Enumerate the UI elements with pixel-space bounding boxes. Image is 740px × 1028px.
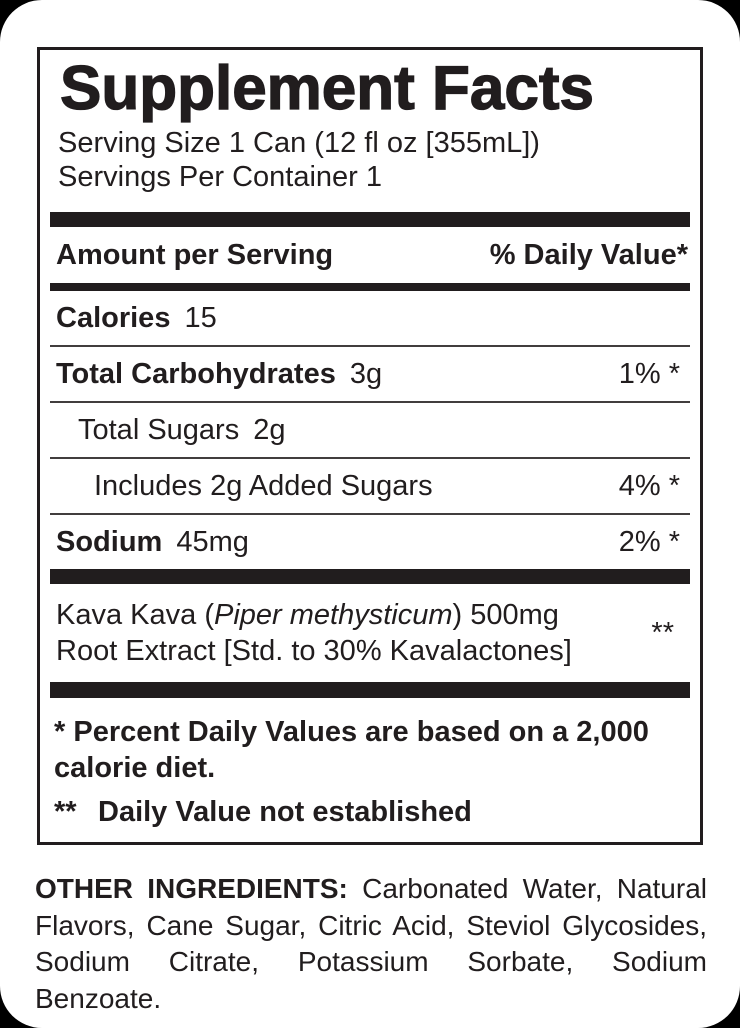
botanical-name-suffix: ) 500mg — [452, 599, 559, 631]
footnote-marker: * — [54, 716, 66, 748]
panel-title: Supplement Facts — [60, 54, 594, 123]
nutrient-amount: 3g — [349, 358, 383, 390]
nutrient-name: Total Sugars — [78, 414, 240, 446]
botanical-name — [56, 597, 572, 669]
nutrient-daily-value: 1% * — [618, 358, 680, 390]
nutrient-daily-value: 4% * — [618, 470, 680, 502]
other-ingredients-label: OTHER INGREDIENTS: — [35, 873, 348, 904]
nutrient-row-total-carbohydrates — [50, 347, 690, 401]
footnote-not-established — [54, 794, 690, 830]
footnote-daily-values — [54, 714, 674, 786]
nutrient-daily-value: 2% * — [618, 526, 680, 558]
other-ingredients-paragraph — [35, 871, 707, 1017]
serving-info — [58, 126, 690, 194]
footnote-marker: ** — [54, 796, 77, 828]
nutrient-row-calories — [50, 291, 690, 345]
botanical-line-2: Root Extract [Std. to 30% Kavalactones] — [56, 635, 572, 667]
amount-per-serving-header: Amount per Serving — [56, 238, 334, 271]
botanical-row-kava — [50, 584, 690, 682]
section-bar — [50, 569, 690, 584]
nutrient-row-total-sugars — [50, 403, 690, 457]
botanical-daily-value: ** — [651, 616, 674, 649]
nutrient-name: Includes 2g Added Sugars — [94, 470, 433, 502]
column-header-row — [50, 227, 690, 283]
nutrient-name: Calories — [56, 302, 171, 334]
footnote-text: Percent Daily Values are based on a 2,000 calorie diet. — [54, 716, 649, 784]
nutrient-row-sodium — [50, 515, 690, 569]
botanical-name-prefix: Kava Kava ( — [56, 599, 214, 631]
section-bar — [50, 212, 690, 227]
botanical-latin-name: Piper methysticum — [213, 599, 453, 631]
other-ingredients-list: Carbonated Water, Natural Flavors, Cane Sugar, Citric Acid, Steviol Glycosides, Sodium Citrate, Potassium Sorbate, Sodium Benzoate. — [35, 873, 707, 1014]
nutrient-amount: 2g — [253, 414, 286, 446]
supplement-facts-panel — [37, 47, 703, 845]
servings-per-container: Servings Per Container 1 — [58, 161, 382, 193]
nutrient-amount: 45mg — [176, 526, 249, 558]
serving-size: Serving Size 1 Can (12 fl oz [355mL]) — [58, 127, 540, 159]
botanical-line-1 — [56, 597, 572, 633]
footnote-text: Daily Value not established — [98, 796, 472, 828]
nutrient-name: Total Carbohydrates — [56, 358, 336, 390]
nutrient-amount: 15 — [184, 302, 217, 334]
nutrient-name: Sodium — [56, 526, 163, 558]
section-bar — [50, 283, 690, 291]
nutrient-row-added-sugars — [50, 459, 690, 513]
daily-value-header: % Daily Value* — [489, 238, 688, 271]
section-bar — [50, 682, 690, 698]
